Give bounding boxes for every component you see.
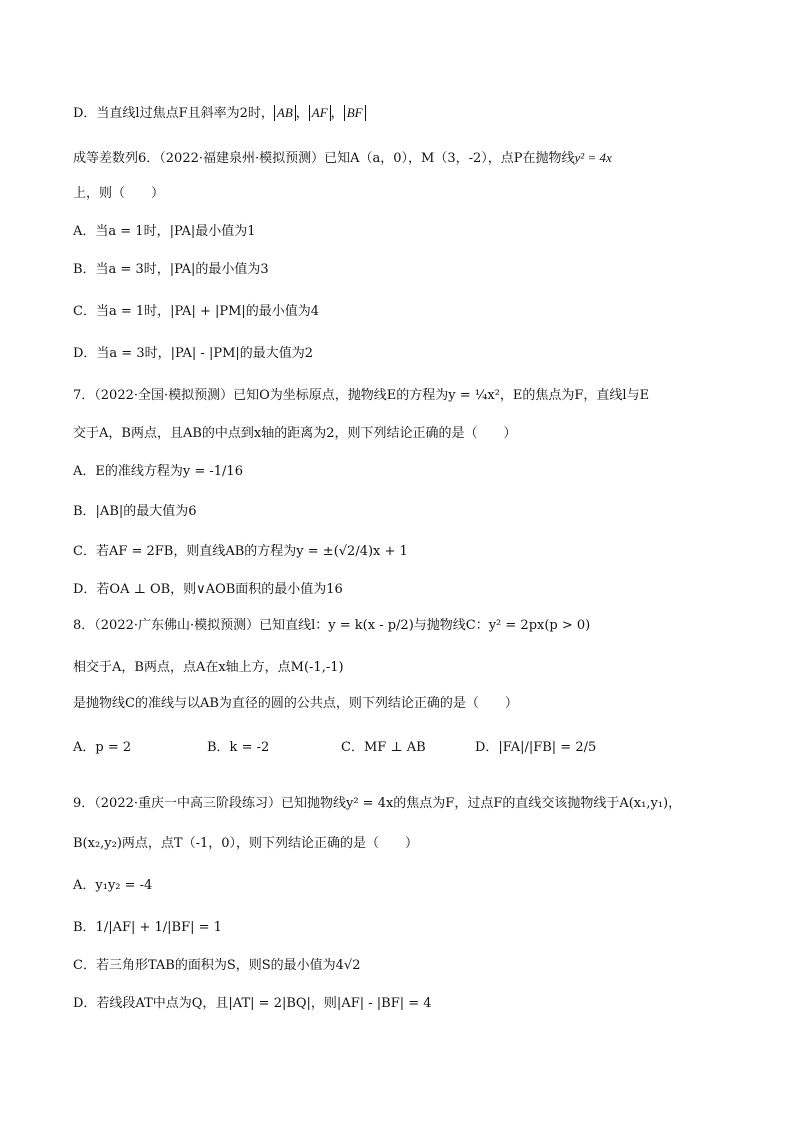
- q6-option-b: B．当a = 3时，|PA|的最小值为3: [73, 262, 269, 277]
- q9-option-a: A．y₁y₂ = -4: [73, 878, 153, 893]
- q6-curve: y² = 4x: [574, 150, 612, 165]
- q9-stem-line1: 9．（2022·重庆一中高三阶段练习）已知抛物线y² = 4x的焦点为F，过点F的直线交该抛物线于A(x₁,y₁)，: [73, 796, 682, 811]
- q6-stem-line1: 成等差数列6．（2022·福建泉州·模拟预测）已知A（a，0），M（3，-2），点P在抛物线y² = 4x: [73, 150, 612, 166]
- q8-option-b: B．k = -2: [207, 740, 270, 755]
- q8-stem-line1: 8．（2022·广东佛山·模拟预测）已知直线l：y = k(x - p/2)与抛物线C：y² = 2px(p > 0): [73, 618, 591, 633]
- q9-stem-line2: B(x₂,y₂)两点，点T（-1，0），则下列结论正确的是（ ）: [73, 836, 419, 851]
- q8-stem-line2: 相交于A，B两点，点A在x轴上方，点M(-1,-1): [73, 660, 344, 675]
- q7-option-a: A．E的准线方程为y = -1/16: [73, 464, 243, 479]
- q7-option-b: B．|AB|的最大值为6: [73, 504, 197, 519]
- q8-option-d: D．|FA|/|FB| = 2/5: [475, 740, 597, 755]
- q8-stem-line3: 是抛物线C的准线与以AB为直径的圆的公共点，则下列结论正确的是（ ）: [73, 696, 518, 711]
- q6-option-d: D．当a = 3时，|PA| - |PM|的最大值为2: [73, 346, 314, 361]
- abs-ab: AB: [274, 105, 296, 121]
- q6-option-a: A．当a = 1时，|PA|最小值为1: [73, 224, 256, 239]
- q7-option-d: D．若OA ⊥ OB，则∨AOB面积的最小值为16: [73, 582, 343, 597]
- q7-stem-line1: 7．（2022·全国·模拟预测）已知O为坐标原点，抛物线E的方程为y = ¼x²，E的焦点为F，直线l与E: [73, 388, 650, 403]
- q6-stem-line2: 上，则（ ）: [73, 186, 165, 201]
- q8-option-c: C．MF ⊥ AB: [341, 740, 426, 755]
- q7-stem-line2: 交于A，B两点，且AB的中点到x轴的距离为2，则下列结论正确的是（ ）: [73, 426, 517, 441]
- q9-option-c: C．若三角形TAB的面积为S，则S的最小值为4√2: [73, 958, 361, 973]
- q5-option-d-text: D．当直线l过焦点F且斜率为2时，: [73, 106, 274, 121]
- q8-option-a: A．p = 2: [73, 740, 132, 755]
- abs-bf: BF: [344, 105, 366, 121]
- q6-option-c: C．当a = 1时，|PA| + |PM|的最小值为4: [73, 304, 320, 319]
- q8-options: [73, 738, 609, 758]
- q9-option-b: B．1/|AF| + 1/|BF| = 1: [73, 920, 222, 935]
- q7-option-c: C．若AF = 2FB，则直线AB的方程为y = ±(√2/4)x + 1: [73, 544, 408, 559]
- abs-af: AF: [309, 105, 331, 121]
- q9-option-d: D．若线段AT中点为Q，且|AT| = 2|BQ|，则|AF| - |BF| = 4: [73, 996, 432, 1011]
- q5-option-d: D．当直线l过焦点F且斜率为2时， AB ， AF ， BF: [73, 104, 366, 124]
